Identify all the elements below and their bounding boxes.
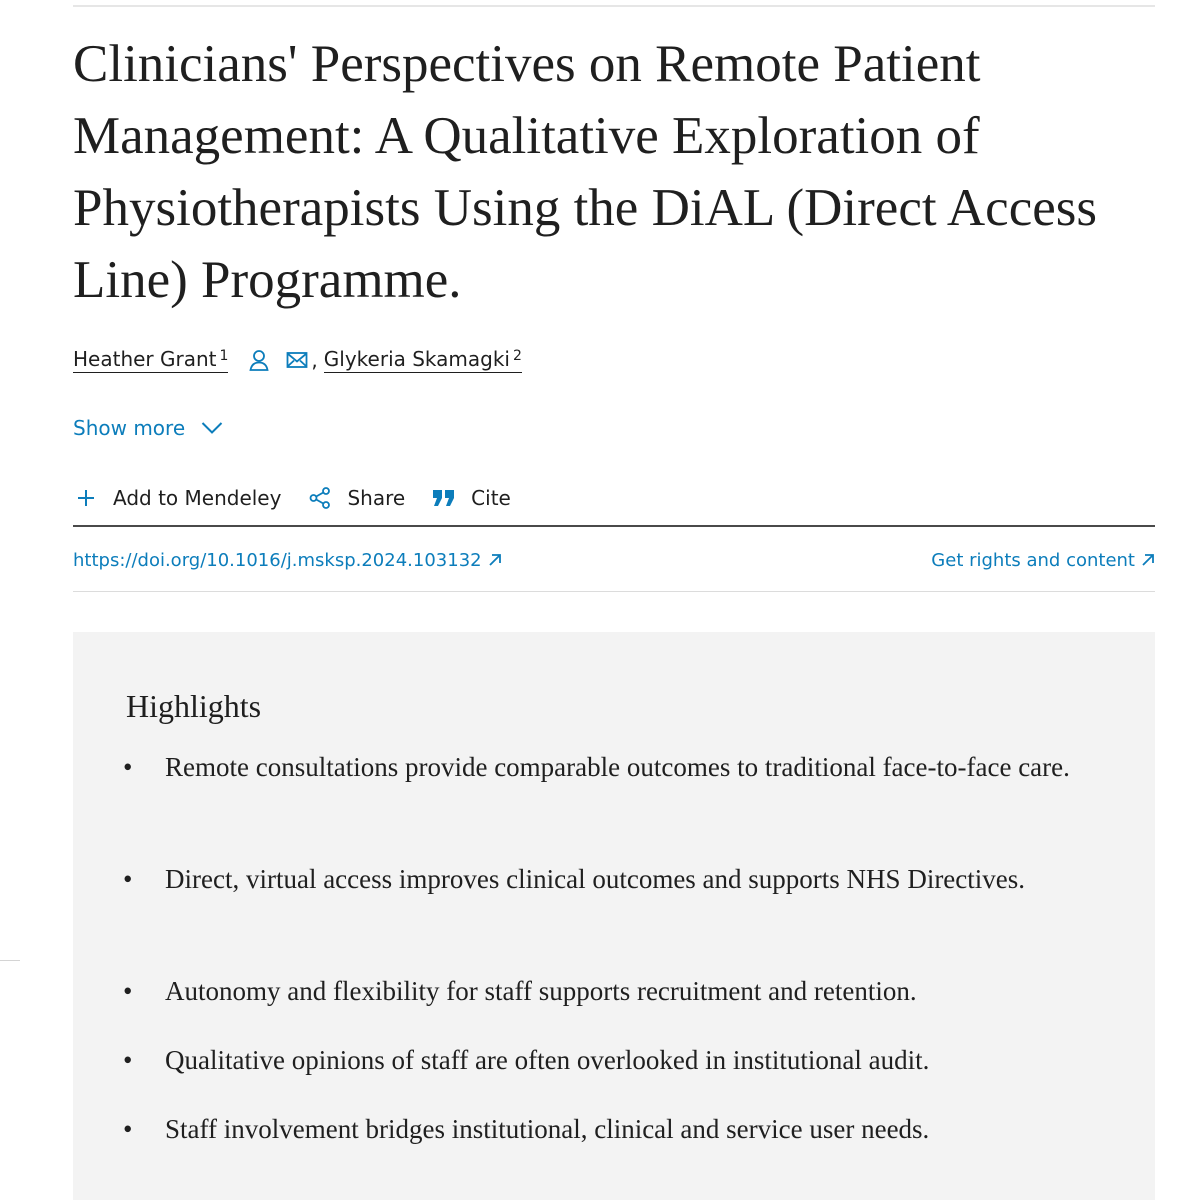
doi-row	[73, 545, 1155, 575]
envelope-icon[interactable]	[286, 349, 308, 371]
author-list	[73, 344, 522, 376]
author-link-heather-grant[interactable]	[73, 347, 228, 373]
article-toolbar	[73, 478, 1155, 518]
add-to-mendeley-button[interactable]	[73, 485, 281, 511]
arrow-up-right-icon	[488, 553, 502, 567]
author-link-glykeria-skamagki[interactable]	[324, 347, 522, 373]
highlight-text: Remote consultations provide comparable outcomes to traditional face-to-face care.	[165, 752, 1070, 782]
get-rights-link[interactable]	[931, 550, 1155, 571]
highlight-text: Autonomy and flexibility for staff supports recruitment and retention.	[165, 976, 917, 1006]
author-name: Glykeria Skamagki	[323, 347, 510, 371]
doi-link[interactable]	[73, 550, 502, 571]
author-affiliation: 2	[513, 348, 522, 364]
bullet-marker: •	[123, 864, 133, 894]
top-divider	[73, 5, 1155, 7]
arrow-up-right-icon	[1141, 553, 1155, 567]
person-icon[interactable]	[248, 349, 270, 371]
share-button[interactable]	[307, 485, 405, 511]
bullet-marker: •	[123, 752, 133, 782]
show-more-label: Show more	[73, 416, 186, 440]
cite-label: Cite	[471, 486, 511, 510]
author-name: Heather Grant	[73, 347, 217, 371]
add-to-mendeley-label: Add to Mendeley	[113, 486, 282, 510]
highlight-text: Direct, virtual access improves clinical outcomes and supports NHS Directives.	[165, 864, 1026, 894]
author-affiliation: 1	[219, 348, 229, 364]
plus-icon	[73, 485, 99, 511]
highlights-heading: Highlights	[126, 688, 262, 724]
share-icon	[307, 485, 333, 511]
chevron-down-icon	[201, 421, 223, 435]
article-title: Clinicians' Perspectives on Remote Patient Management: A Qualitative Exploration of Physiotherapists Using the DiAL (Direct Access Line) Programme.	[73, 35, 1098, 309]
get-rights-label: Get rights and content	[931, 549, 1135, 571]
doi-divider	[73, 591, 1155, 592]
highlight-text: Qualitative opinions of staff are often overlooked in institutional audit.	[165, 1045, 930, 1075]
bullet-marker: •	[123, 1114, 133, 1144]
side-divider-stub	[0, 960, 20, 961]
doi-link-text: https://doi.org/10.1016/j.msksp.2024.103132	[73, 549, 482, 571]
cite-button[interactable]	[431, 485, 511, 511]
quote-icon	[431, 485, 457, 511]
highlight-text: Staff involvement bridges institutional, clinical and service user needs.	[165, 1114, 930, 1144]
show-more-button[interactable]	[73, 412, 223, 444]
author-separator: ,	[311, 348, 318, 372]
bullet-marker: •	[123, 1045, 133, 1075]
share-label: Share	[347, 486, 406, 510]
toolbar-divider	[73, 525, 1155, 527]
bullet-marker: •	[123, 976, 133, 1006]
